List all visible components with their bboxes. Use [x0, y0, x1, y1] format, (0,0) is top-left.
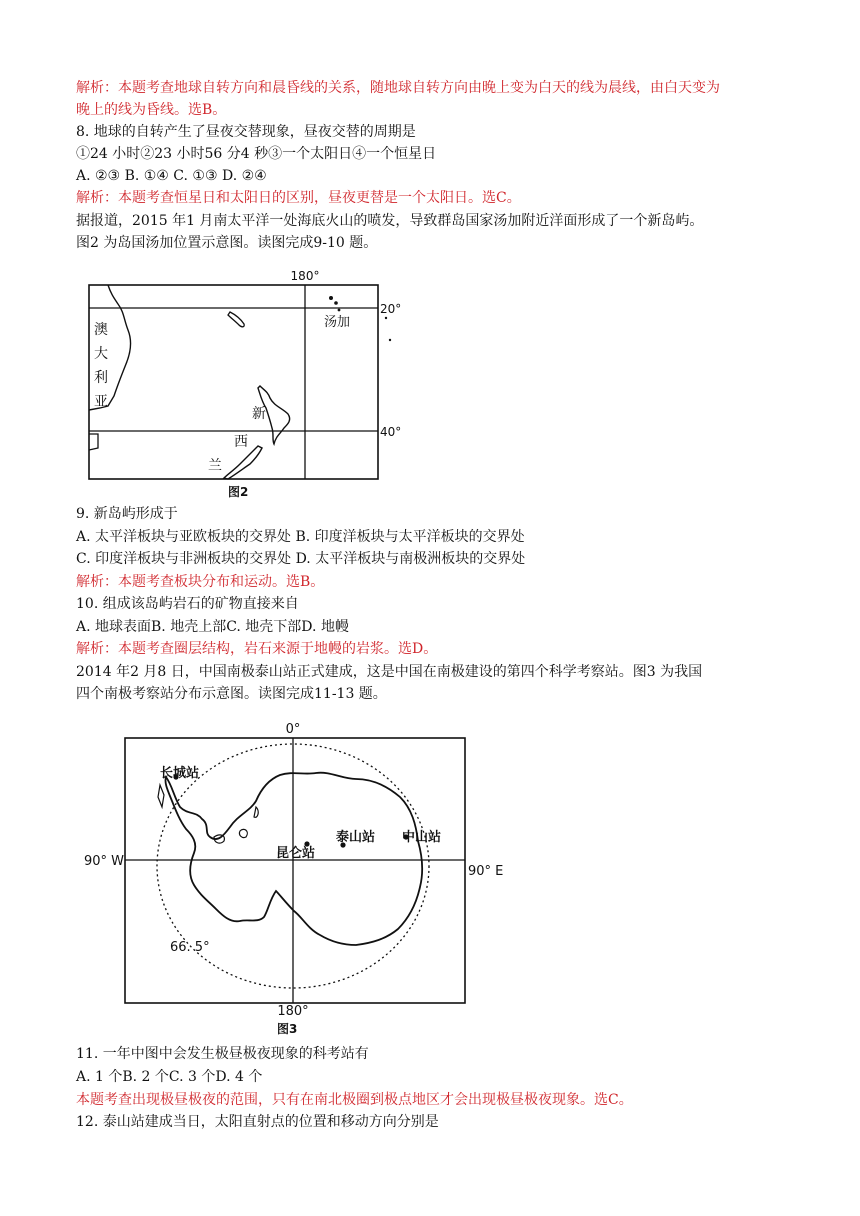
label-kunlun-station: 昆仑站 — [276, 846, 316, 861]
label-90e: 90° E — [468, 864, 504, 879]
label-0: 0° — [285, 722, 301, 737]
tonga-island-dot — [329, 296, 333, 300]
question-10-options: A. 地球表面B. 地壳上部C. 地壳下部D. 地幔 — [76, 619, 349, 635]
tonga-island-dot — [334, 301, 338, 305]
question-11-options: A. 1 个B. 2 个C. 3 个D. 4 个 — [76, 1069, 263, 1085]
label-australia-4: 亚 — [94, 394, 108, 410]
label-lat40: 40° — [380, 425, 402, 439]
analysis-11: 本题考查出现极昼极夜的范围，只有在南北极圈到极点地区才会出现极昼极夜现象。选C。 — [76, 1092, 633, 1108]
island — [254, 807, 258, 817]
question-9-options-ab: A. 太平洋板块与亚欧板块的交界处 B. 印度洋板块与太平洋板块的交界处 — [76, 529, 525, 545]
label-newzealand-3: 兰 — [208, 458, 222, 474]
analysis-7-line2: 晚上的线为昏线。选B。 — [76, 102, 227, 118]
tonga-island-dot — [338, 309, 341, 312]
question-12: 12. 泰山站建成当日，太阳直射点的位置和移动方向分别是 — [76, 1114, 439, 1130]
question-9-options-cd: C. 印度洋板块与非洲板块的交界处 D. 太平洋板块与南极洲板块的交界处 — [76, 551, 526, 567]
analysis-7-line1: 解析：本题考查地球自转方向和晨昏线的关系，随地球自转方向由晚上变为白天的线为晨线，由白天变为 — [76, 80, 720, 96]
label-180: 180° — [290, 269, 320, 283]
label-90w: 90° W — [84, 854, 125, 869]
label-66-5: 66. 5° — [170, 940, 210, 955]
island — [158, 785, 164, 807]
label-180: 180° — [277, 1004, 309, 1019]
new-zealand-south-island — [224, 446, 262, 479]
analysis-9: 解析：本题考查板块分布和运动。选B。 — [76, 574, 325, 590]
label-zhongshan-station: 中山站 — [402, 830, 442, 845]
question-8: 8. 地球的自转产生了昼夜交替现象，昼夜交替的周期是 — [76, 124, 416, 140]
question-11: 11. 一年中图中会发生极昼极夜现象的科考站有 — [76, 1046, 369, 1062]
analysis-10: 解析：本题考查圈层结构，岩石来源于地幔的岩浆。选D。 — [76, 641, 438, 657]
label-changcheng-station: 长城站 — [160, 766, 200, 781]
question-9: 9. 新岛屿形成于 — [76, 506, 178, 522]
figure-2-tonga-map — [78, 268, 418, 500]
passage-tonga-line1: 据报道，2015 年1 月南太平洋一处海底火山的喷发，导致群岛国家汤加附近洋面形成了一个新岛屿。 — [76, 213, 704, 229]
label-newzealand-1: 新 — [252, 406, 266, 422]
island — [239, 829, 247, 837]
tasmania — [89, 434, 98, 450]
passage-taishan-line2: 四个南极考察站分布示意图。读图完成11-13 题。 — [76, 686, 387, 702]
label-tonga: 汤加 — [324, 315, 351, 330]
island-dot — [385, 317, 387, 319]
label-taishan-station: 泰山站 — [336, 830, 376, 845]
label-australia-2: 大 — [94, 346, 108, 362]
question-8-items: ①24 小时②23 小时56 分4 秒③一个太阳日④一个恒星日 — [76, 146, 437, 162]
island-dot — [389, 339, 391, 341]
figure-2-caption: 图2 — [228, 485, 249, 499]
analysis-8: 解析：本题考查恒星日和太阳日的区别，昼夜更替是一个太阳日。选C。 — [76, 190, 521, 206]
passage-tonga-line2: 图2 为岛国汤加位置示意图。读图完成9-10 题。 — [76, 235, 378, 251]
label-newzealand-2: 西 — [234, 434, 248, 450]
label-australia-1: 澳 — [94, 322, 108, 338]
question-10: 10. 组成该岛屿岩石的矿物直接来自 — [76, 596, 299, 612]
label-australia-3: 利 — [94, 370, 108, 386]
figure-3-caption: 图3 — [277, 1022, 298, 1036]
figure-3-antarctica-map — [80, 715, 520, 1037]
passage-taishan-line1: 2014 年2 月8 日，中国南极泰山站正式建成，这是中国在南极建设的第四个科学考察站。图3 为我国 — [76, 664, 703, 680]
new-caledonia — [228, 312, 244, 327]
question-8-options: A. ②③ B. ①④ C. ①③ D. ②④ — [76, 168, 267, 184]
label-lat20: 20° — [380, 302, 402, 316]
